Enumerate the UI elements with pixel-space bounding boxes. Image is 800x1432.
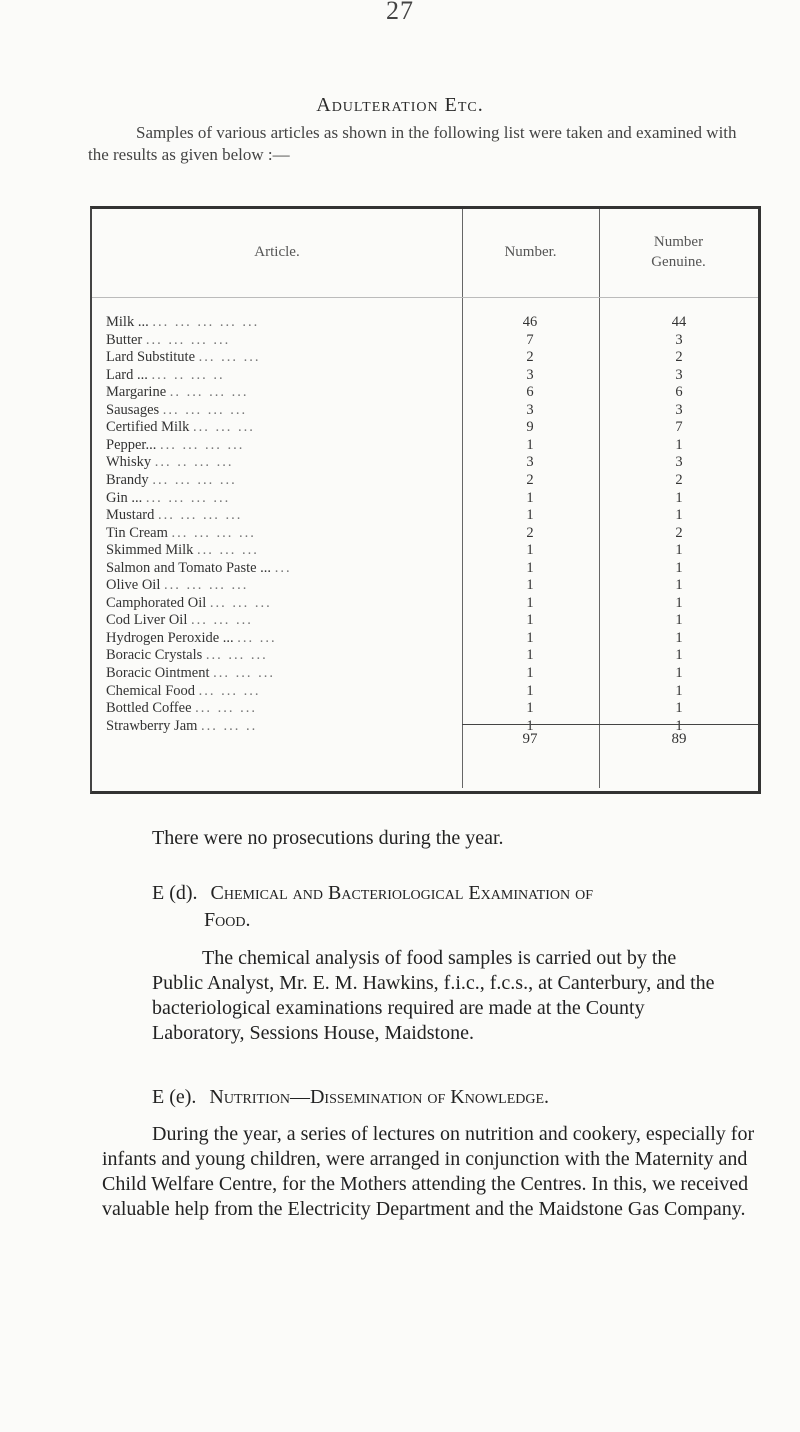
row-genuine: 1 (675, 700, 683, 717)
section-e-body: During the year, a series of lectures on nutrition and cookery, especially for infants and young children, were arranged in conjunction with the Maternity and Child Welfare Centre, for the Mothers attending the Centres. In this, we received valuable help from the Electricity Department and the Maidstone Gas Company. (102, 1123, 755, 1220)
row-genuine: 1 (675, 577, 683, 594)
article-label: Hydrogen Peroxide ... (106, 629, 234, 646)
row-number: 1 (526, 559, 534, 576)
section-d-label: E (d). (152, 882, 198, 904)
article-label: Tin Cream (106, 524, 168, 541)
row-number: 46 (522, 314, 538, 330)
row-number: 2 (526, 524, 534, 541)
row-genuine: 2 (675, 471, 683, 488)
article-label: Sausages (106, 401, 160, 418)
section-d-title-line2: Food. (204, 909, 251, 931)
row-genuine: 1 (675, 489, 683, 506)
row-number: 3 (526, 366, 534, 383)
leader-dots: .. ... ... ... (169, 384, 249, 401)
leader-dots: ... (274, 559, 292, 576)
leader-dots: ... .. ... .. (151, 366, 225, 383)
leader-dots: ... .. ... ... (154, 454, 234, 471)
article-label: Butter (106, 331, 143, 348)
section-d-title-line1: Chemical and Bacteriological Examination of (210, 882, 593, 904)
section-e-title: Nutrition—Dissemination of Knowledge. (209, 1086, 550, 1108)
article-label: Whisky (106, 454, 152, 471)
article-label: Certified Milk (106, 419, 190, 436)
leader-dots: ... ... .. (201, 717, 258, 734)
row-number: 3 (526, 454, 534, 471)
row-genuine: 1 (675, 647, 683, 664)
leader-dots: ... ... ... (209, 594, 272, 611)
article-label: Olive Oil (106, 577, 161, 594)
no-prosecutions-text: There were no prosecutions during the year. (152, 827, 504, 849)
article-label: Salmon and Tomato Paste ... (106, 559, 272, 576)
row-genuine: 44 (671, 314, 687, 330)
leader-dots: ... ... ... (213, 665, 275, 681)
row-genuine: 2 (675, 349, 683, 366)
leader-dots: ... ... ... (190, 612, 253, 629)
total-number: 97 (522, 731, 538, 747)
section-e-label: E (e). (152, 1086, 197, 1108)
total-rule (462, 724, 758, 725)
article-label: Gin ... (106, 489, 143, 506)
row-genuine: 1 (675, 612, 683, 629)
row-genuine: 1 (675, 436, 683, 453)
article-label: Chemical Food (106, 682, 196, 699)
header-genuine-line1: Number (653, 234, 704, 250)
article-label: Boracic Ointment (106, 665, 210, 681)
intro-paragraph: Samples of various articles as shown in the following list were taken and examined with the results as given below :— (88, 123, 737, 164)
row-genuine: 3 (675, 366, 683, 383)
row-number: 1 (526, 700, 534, 717)
article-label: Pepper... (106, 436, 157, 453)
article-label: Brandy (106, 471, 149, 488)
leader-dots: ... ... ... ... (162, 401, 248, 418)
page-number: 27 (386, 0, 414, 25)
row-number: 1 (526, 647, 534, 664)
row-genuine: 1 (675, 629, 683, 646)
section-title: Adulteration Etc. (316, 94, 484, 116)
row-number: 3 (526, 401, 534, 418)
leader-dots: ... ... ... (205, 647, 268, 664)
leader-dots: ... ... ... (193, 419, 255, 436)
row-genuine: 3 (675, 454, 683, 471)
row-number: 1 (526, 629, 534, 646)
row-genuine: 1 (675, 665, 683, 681)
leader-dots: ... ... ... ... (145, 489, 231, 506)
row-number: 1 (526, 489, 534, 506)
leader-dots: ... ... ... (195, 700, 258, 717)
leader-dots: ... ... ... ... (157, 507, 243, 524)
article-label: Lard ... (106, 366, 148, 383)
leader-dots: ... ... ... ... (159, 436, 245, 453)
article-label: Bottled Coffee (106, 700, 192, 717)
row-genuine: 3 (675, 401, 683, 418)
header-genuine (599, 209, 758, 295)
leader-dots: ... ... ... ... (152, 471, 237, 488)
row-genuine: 6 (675, 384, 683, 401)
row-number: 6 (526, 384, 534, 401)
leader-dots: ... ... ... (198, 349, 261, 366)
article-label: Lard Substitute (106, 349, 196, 366)
header-genuine-line2: Genuine. (651, 254, 706, 270)
row-genuine: 1 (675, 717, 683, 734)
row-number: 7 (526, 331, 534, 348)
article-label: Skimmed Milk (106, 542, 194, 559)
row-number: 1 (526, 594, 534, 611)
row-genuine: 3 (675, 331, 683, 348)
row-genuine: 1 (675, 559, 683, 576)
article-label: Milk ... (106, 314, 149, 330)
row-number: 2 (526, 349, 534, 366)
row-number: 1 (526, 717, 534, 734)
leader-dots: ... ... ... ... (145, 331, 231, 348)
article-name (106, 717, 446, 737)
row-genuine: 1 (675, 682, 683, 699)
leader-dots: ... ... ... ... ... (152, 314, 260, 330)
leader-dots: ... ... ... (197, 542, 259, 559)
leader-dots: ... ... ... (198, 682, 261, 699)
row-number: 9 (526, 419, 534, 436)
header-article: Article. (254, 244, 300, 260)
article-label: Cod Liver Oil (106, 612, 188, 629)
article-label: Mustard (106, 507, 155, 524)
row-number: 1 (526, 682, 534, 699)
row-genuine: 1 (675, 594, 683, 611)
row-number: 1 (526, 612, 534, 629)
row-number: 1 (526, 542, 534, 559)
leader-dots: ... ... ... ... (164, 577, 249, 594)
row-number: 1 (526, 436, 534, 453)
row-number: 1 (526, 665, 534, 681)
article-label: Boracic Crystals (106, 647, 203, 664)
article-label: Margarine (106, 384, 167, 401)
samples-table (90, 206, 761, 794)
row-genuine: 1 (675, 507, 683, 524)
leader-dots: ... ... (237, 629, 277, 646)
leader-dots: ... ... ... ... (171, 524, 256, 541)
section-e-heading (152, 1084, 770, 1111)
header-number: Number. (504, 244, 557, 260)
row-genuine: 2 (675, 524, 683, 541)
total-genuine: 89 (671, 731, 687, 747)
row-genuine: 7 (675, 419, 683, 436)
article-label: Strawberry Jam (106, 717, 198, 734)
row-number: 1 (526, 577, 534, 594)
row-number: 1 (526, 507, 534, 524)
header-rule (92, 297, 758, 298)
row-number: 2 (526, 471, 534, 488)
row-genuine: 1 (675, 542, 683, 559)
section-d-heading (152, 880, 770, 934)
article-label: Camphorated Oil (106, 594, 207, 611)
section-d-body: The chemical analysis of food samples is carried out by the Public Analyst, Mr. E. M. Hawkins, f.i.c., f.c.s., at Canterbury, and the bacteriological examinations required are made at the County Laboratory, Sessions House, Maidstone. (152, 947, 715, 1044)
